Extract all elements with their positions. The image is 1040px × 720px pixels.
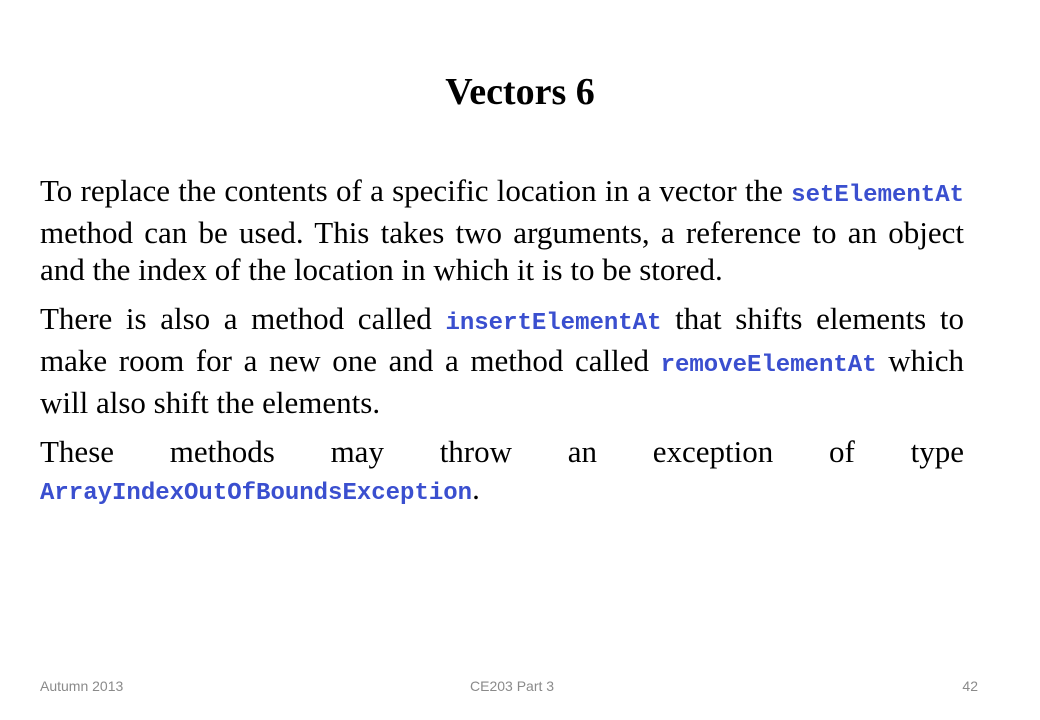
code-set-element-at: setElementAt [791,182,964,209]
code-insert-element-at: insertElementAt [445,310,662,337]
footer-course: CE203 Part 3 [470,678,555,694]
paragraph-text: There is also a method called [40,301,446,336]
paragraph-set-element-at [40,172,964,288]
paragraph-exception [40,433,964,512]
paragraph-insert-remove [40,300,964,421]
paragraph-text: . [472,471,480,506]
slide-body [40,172,964,524]
paragraph-text: To replace the contents of a specific location in a vector the [40,173,792,208]
page-number: 42 [962,678,978,694]
paragraph-text: that shifts elements to make room for a new one and a method called [40,301,964,378]
slide-title: Vectors 6 [445,71,595,113]
code-array-index-exception: ArrayIndexOutOfBoundsException [40,480,473,507]
paragraph-text: which will also shift the elements. [40,343,965,420]
footer-date: Autumn 2013 [40,678,124,694]
paragraph-text: method can be used. This takes two arguments, a reference to an object and the index of the location in which it is to be stored. [40,215,964,287]
paragraph-text: These methods may throw an exception of type [40,434,964,469]
code-remove-element-at: removeElementAt [660,352,877,379]
